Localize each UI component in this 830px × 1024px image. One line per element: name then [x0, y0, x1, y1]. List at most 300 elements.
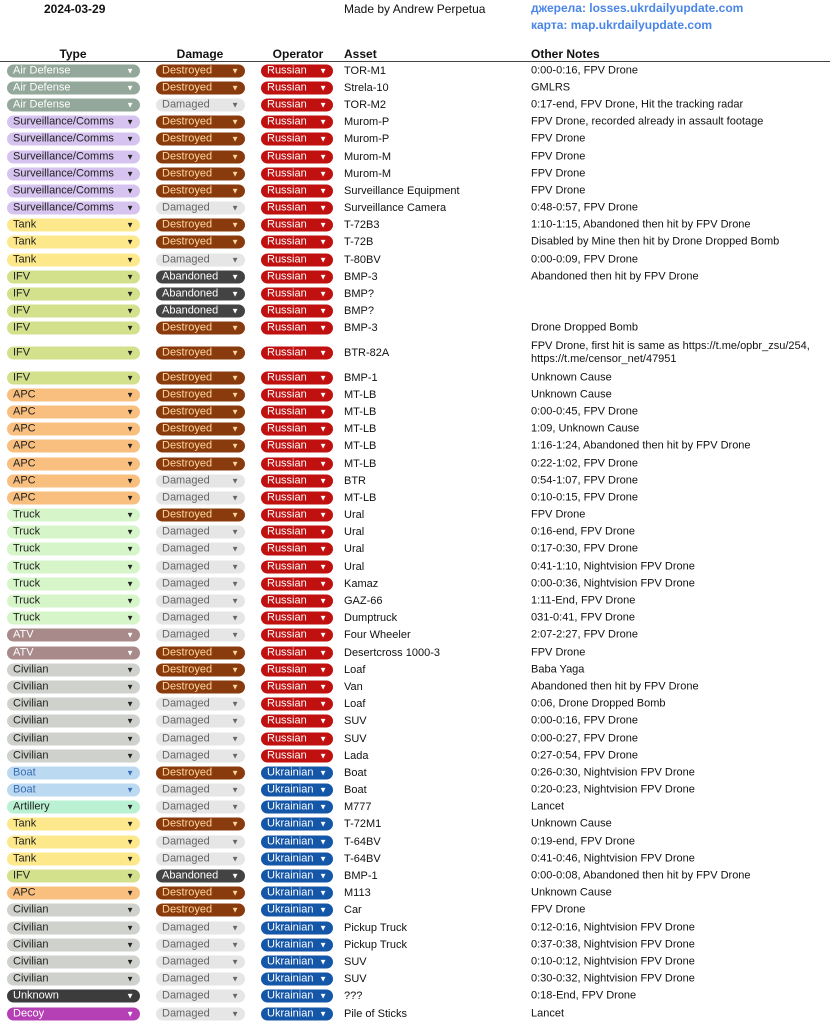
- notes-cell: Drone Dropped Bomb: [531, 321, 639, 334]
- type-select[interactable]: [7, 133, 140, 146]
- damage-select[interactable]: [156, 219, 245, 232]
- operator-select[interactable]: [261, 973, 333, 986]
- dropdown-arrow-icon: ▼: [126, 682, 134, 692]
- operator-select[interactable]: [261, 322, 333, 335]
- asset-cell: Ural: [344, 526, 365, 539]
- type-select[interactable]: [7, 509, 140, 522]
- dropdown-arrow-icon: ▼: [319, 152, 327, 162]
- operator-select[interactable]: [261, 133, 333, 146]
- type-select[interactable]: [7, 81, 140, 94]
- damage-select[interactable]: [156, 64, 245, 77]
- type-select[interactable]: [7, 784, 140, 797]
- dropdown-arrow-icon: ▼: [319, 390, 327, 400]
- operator-select[interactable]: [261, 955, 333, 968]
- type-select[interactable]: [7, 405, 140, 418]
- operator-select[interactable]: [261, 663, 333, 676]
- dropdown-arrow-icon: ▼: [319, 819, 327, 829]
- dropdown-arrow-icon: ▼: [126, 716, 134, 726]
- damage-select[interactable]: [156, 184, 245, 197]
- damage-select[interactable]: [156, 509, 245, 522]
- table-row: [0, 558, 830, 575]
- operator-select[interactable]: [261, 405, 333, 418]
- damage-select[interactable]: [156, 423, 245, 436]
- type-select[interactable]: [7, 870, 140, 883]
- type-select[interactable]: [7, 322, 140, 335]
- damage-select[interactable]: [156, 474, 245, 487]
- type-select[interactable]: [7, 167, 140, 180]
- type-select[interactable]: [7, 457, 140, 470]
- dropdown-arrow-icon: ▼: [231, 66, 239, 76]
- dropdown-arrow-icon: ▼: [126, 871, 134, 881]
- dropdown-arrow-icon: ▼: [126, 390, 134, 400]
- damage-select[interactable]: [156, 818, 245, 831]
- type-select[interactable]: [7, 595, 140, 608]
- table-row: [0, 747, 830, 764]
- type-select[interactable]: [7, 698, 140, 711]
- damage-select[interactable]: [156, 612, 245, 625]
- damage-select[interactable]: [156, 236, 245, 249]
- type-select-value: IFV: [13, 287, 31, 300]
- operator-select[interactable]: [261, 904, 333, 917]
- table-row: [0, 472, 830, 489]
- asset-cell: BMP-1: [344, 371, 378, 384]
- asset-cell: M777: [344, 801, 372, 814]
- table-row: [0, 148, 830, 165]
- asset-cell: Kamaz: [344, 577, 379, 590]
- type-select[interactable]: [7, 818, 140, 831]
- operator-select-value: Ukrainian: [267, 972, 314, 985]
- type-select[interactable]: [7, 766, 140, 779]
- dropdown-arrow-icon: ▼: [319, 785, 327, 795]
- type-select[interactable]: [7, 801, 140, 814]
- type-select[interactable]: [7, 474, 140, 487]
- operator-select[interactable]: [261, 202, 333, 215]
- damage-select-value: Destroyed: [162, 766, 213, 779]
- type-select[interactable]: [7, 646, 140, 659]
- operator-select[interactable]: [261, 81, 333, 94]
- asset-cell: Murom-P: [344, 133, 390, 146]
- type-select[interactable]: [7, 715, 140, 728]
- operator-select[interactable]: [261, 184, 333, 197]
- dropdown-arrow-icon: ▼: [319, 751, 327, 761]
- operator-select[interactable]: [261, 1007, 333, 1020]
- notes-cell: 0:20-0:23, Nightvision FPV Drone: [531, 783, 695, 796]
- type-select[interactable]: [7, 219, 140, 232]
- damage-select-value: Damaged: [162, 714, 210, 727]
- operator-select-value: Russian: [267, 594, 307, 607]
- type-select[interactable]: [7, 288, 140, 301]
- asset-cell: MT-LB: [344, 440, 377, 453]
- asset-cell: Pile of Sticks: [344, 1007, 407, 1020]
- damage-select[interactable]: [156, 766, 245, 779]
- type-select[interactable]: [7, 253, 140, 266]
- dropdown-arrow-icon: ▼: [319, 888, 327, 898]
- type-select[interactable]: [7, 98, 140, 111]
- type-select[interactable]: [7, 305, 140, 318]
- asset-cell: Four Wheeler: [344, 629, 411, 642]
- dropdown-arrow-icon: ▼: [126, 923, 134, 933]
- dropdown-arrow-icon: ▼: [126, 837, 134, 847]
- dropdown-arrow-icon: ▼: [319, 306, 327, 316]
- type-select[interactable]: [7, 116, 140, 129]
- dropdown-arrow-icon: ▼: [231, 237, 239, 247]
- table-row: [0, 730, 830, 747]
- operator-select[interactable]: [261, 629, 333, 642]
- dropdown-arrow-icon: ▼: [126, 1009, 134, 1019]
- table-row: [0, 337, 830, 369]
- operator-select[interactable]: [261, 801, 333, 814]
- dropdown-arrow-icon: ▼: [319, 186, 327, 196]
- table-row: [0, 799, 830, 816]
- operator-select[interactable]: [261, 887, 333, 900]
- dropdown-arrow-icon: ▼: [231, 390, 239, 400]
- asset-cell: M113: [344, 887, 371, 900]
- dropdown-arrow-icon: ▼: [231, 255, 239, 265]
- damage-select[interactable]: [156, 921, 245, 934]
- type-select[interactable]: [7, 990, 140, 1003]
- asset-cell: SUV: [344, 732, 367, 745]
- damage-select[interactable]: [156, 870, 245, 883]
- type-select-value: Tank: [13, 235, 37, 248]
- damage-select-value: Abandoned: [162, 287, 219, 300]
- type-select[interactable]: [7, 663, 140, 676]
- dropdown-arrow-icon: ▼: [319, 424, 327, 434]
- damage-select[interactable]: [156, 347, 245, 360]
- operator-select[interactable]: [261, 150, 333, 163]
- type-select[interactable]: [7, 347, 140, 360]
- operator-select[interactable]: [261, 219, 333, 232]
- type-select[interactable]: [7, 904, 140, 917]
- operator-select[interactable]: [261, 440, 333, 453]
- damage-select-value: Destroyed: [162, 422, 213, 435]
- dropdown-arrow-icon: ▼: [231, 837, 239, 847]
- operator-select-value: Russian: [267, 81, 307, 94]
- dropdown-arrow-icon: ▼: [231, 83, 239, 93]
- type-select[interactable]: [7, 440, 140, 453]
- operator-select[interactable]: [261, 749, 333, 762]
- dropdown-arrow-icon: ▼: [319, 991, 327, 1001]
- damage-select-value: Destroyed: [162, 663, 213, 676]
- dropdown-arrow-icon: ▼: [231, 510, 239, 520]
- type-select[interactable]: [7, 423, 140, 436]
- notes-cell: FPV Drone: [531, 508, 586, 521]
- notes-cell: FPV Drone: [531, 903, 586, 916]
- operator-select[interactable]: [261, 715, 333, 728]
- dropdown-arrow-icon: ▼: [231, 476, 239, 486]
- damage-select[interactable]: [156, 801, 245, 814]
- damage-select-value: Damaged: [162, 628, 210, 641]
- operator-select-value: Russian: [267, 508, 307, 521]
- operator-select[interactable]: [261, 526, 333, 539]
- table-row: [0, 953, 830, 970]
- damage-select[interactable]: [156, 322, 245, 335]
- damage-select[interactable]: [156, 371, 245, 384]
- operator-select[interactable]: [261, 766, 333, 779]
- asset-cell: BMP-1: [344, 870, 378, 883]
- column-header-type: Type: [59, 47, 87, 61]
- damage-select[interactable]: [156, 202, 245, 215]
- damage-select[interactable]: [156, 629, 245, 642]
- type-select[interactable]: [7, 150, 140, 163]
- type-select[interactable]: [7, 577, 140, 590]
- type-select[interactable]: [7, 749, 140, 762]
- operator-select[interactable]: [261, 388, 333, 401]
- operator-select[interactable]: [261, 835, 333, 848]
- operator-select[interactable]: [261, 423, 333, 436]
- damage-select[interactable]: [156, 784, 245, 797]
- damage-select[interactable]: [156, 305, 245, 318]
- operator-select-value: Russian: [267, 611, 307, 624]
- operator-select-value: Russian: [267, 235, 307, 248]
- damage-select[interactable]: [156, 1007, 245, 1020]
- type-select[interactable]: [7, 973, 140, 986]
- dropdown-arrow-icon: ▼: [126, 991, 134, 1001]
- operator-select-value: Russian: [267, 491, 307, 504]
- table-row: [0, 644, 830, 661]
- type-select[interactable]: [7, 938, 140, 951]
- operator-select[interactable]: [261, 270, 333, 283]
- type-select[interactable]: [7, 491, 140, 504]
- dropdown-arrow-icon: ▼: [126, 510, 134, 520]
- damage-select[interactable]: [156, 288, 245, 301]
- damage-select-value: Damaged: [162, 594, 210, 607]
- operator-select[interactable]: [261, 474, 333, 487]
- type-select[interactable]: [7, 680, 140, 693]
- damage-select-value: Abandoned: [162, 304, 219, 317]
- damage-select[interactable]: [156, 698, 245, 711]
- asset-cell: Desertcross 1000-3: [344, 646, 440, 659]
- dropdown-arrow-icon: ▼: [126, 203, 134, 213]
- dropdown-arrow-icon: ▼: [319, 974, 327, 984]
- operator-select[interactable]: [261, 543, 333, 556]
- damage-select[interactable]: [156, 749, 245, 762]
- dropdown-arrow-icon: ▼: [319, 923, 327, 933]
- dropdown-arrow-icon: ▼: [319, 169, 327, 179]
- dropdown-arrow-icon: ▼: [319, 203, 327, 213]
- type-select[interactable]: [7, 388, 140, 401]
- type-select-value: APC: [13, 422, 36, 435]
- damage-select[interactable]: [156, 167, 245, 180]
- type-select-value: Truck: [13, 611, 41, 624]
- operator-select[interactable]: [261, 990, 333, 1003]
- damage-select[interactable]: [156, 715, 245, 728]
- asset-cell: BMP-3: [344, 270, 378, 283]
- dropdown-arrow-icon: ▼: [319, 940, 327, 950]
- dropdown-arrow-icon: ▼: [126, 734, 134, 744]
- type-select-value: Artillery: [13, 800, 50, 813]
- dropdown-arrow-icon: ▼: [319, 527, 327, 537]
- type-select[interactable]: [7, 852, 140, 865]
- damage-select-value: Damaged: [162, 732, 210, 745]
- type-select[interactable]: [7, 955, 140, 968]
- type-select[interactable]: [7, 835, 140, 848]
- damage-select[interactable]: [156, 98, 245, 111]
- damage-select[interactable]: [156, 405, 245, 418]
- operator-select-value: Russian: [267, 457, 307, 470]
- damage-select-value: Destroyed: [162, 218, 213, 231]
- dropdown-arrow-icon: ▼: [231, 768, 239, 778]
- dropdown-arrow-icon: ▼: [231, 203, 239, 213]
- damage-select-value: Destroyed: [162, 817, 213, 830]
- asset-cell: SUV: [344, 973, 367, 986]
- notes-cell: FPV Drone: [531, 150, 586, 163]
- type-select[interactable]: [7, 1007, 140, 1020]
- operator-select[interactable]: [261, 818, 333, 831]
- operator-select-value: Russian: [267, 98, 307, 111]
- operator-select[interactable]: [261, 852, 333, 865]
- type-select[interactable]: [7, 629, 140, 642]
- operator-select[interactable]: [261, 938, 333, 951]
- type-select[interactable]: [7, 184, 140, 197]
- damage-select[interactable]: [156, 150, 245, 163]
- operator-select[interactable]: [261, 236, 333, 249]
- dropdown-arrow-icon: ▼: [319, 562, 327, 572]
- dropdown-arrow-icon: ▼: [126, 152, 134, 162]
- damage-select[interactable]: [156, 990, 245, 1003]
- damage-select[interactable]: [156, 887, 245, 900]
- asset-cell: Loaf: [344, 663, 366, 676]
- type-select-value: Surveillance/Comms: [13, 150, 114, 163]
- damage-select[interactable]: [156, 388, 245, 401]
- dropdown-arrow-icon: ▼: [231, 373, 239, 383]
- operator-select[interactable]: [261, 64, 333, 77]
- damage-select-value: Damaged: [162, 697, 210, 710]
- type-select[interactable]: [7, 887, 140, 900]
- type-select[interactable]: [7, 371, 140, 384]
- operator-select[interactable]: [261, 595, 333, 608]
- loss-table: [0, 62, 830, 1022]
- damage-select[interactable]: [156, 904, 245, 917]
- damage-select[interactable]: [156, 595, 245, 608]
- table-row: [0, 627, 830, 644]
- dropdown-arrow-icon: ▼: [319, 323, 327, 333]
- damage-select[interactable]: [156, 81, 245, 94]
- damage-select[interactable]: [156, 270, 245, 283]
- damage-select[interactable]: [156, 133, 245, 146]
- dropdown-arrow-icon: ▼: [126, 186, 134, 196]
- operator-select[interactable]: [261, 698, 333, 711]
- damage-select[interactable]: [156, 543, 245, 556]
- operator-select[interactable]: [261, 491, 333, 504]
- type-select[interactable]: [7, 526, 140, 539]
- type-select[interactable]: [7, 612, 140, 625]
- operator-select[interactable]: [261, 870, 333, 883]
- operator-select[interactable]: [261, 646, 333, 659]
- operator-select[interactable]: [261, 167, 333, 180]
- type-select[interactable]: [7, 732, 140, 745]
- type-select-value: Civilian: [13, 680, 49, 693]
- notes-cell: 0:19-end, FPV Drone: [531, 835, 635, 848]
- type-select[interactable]: [7, 543, 140, 556]
- damage-select[interactable]: [156, 253, 245, 266]
- map-link[interactable]: карта: map.ukrdailyupdate.com: [531, 18, 713, 32]
- operator-select-value: Russian: [267, 371, 307, 384]
- dropdown-arrow-icon: ▼: [319, 648, 327, 658]
- dropdown-arrow-icon: ▼: [126, 441, 134, 451]
- dropdown-arrow-icon: ▼: [126, 785, 134, 795]
- operator-select[interactable]: [261, 612, 333, 625]
- dropdown-arrow-icon: ▼: [319, 699, 327, 709]
- notes-cell: 0:00-0:09, FPV Drone: [531, 253, 639, 266]
- table-row: [0, 489, 830, 506]
- damage-select-value: Destroyed: [162, 388, 213, 401]
- damage-select[interactable]: [156, 835, 245, 848]
- dropdown-arrow-icon: ▼: [231, 1009, 239, 1019]
- asset-cell: SUV: [344, 955, 367, 968]
- notes-cell: 0:00-0:08, Abandoned then hit by FPV Drone: [531, 869, 751, 882]
- operator-select[interactable]: [261, 116, 333, 129]
- notes-cell: 0:06, Drone Dropped Bomb: [531, 697, 666, 710]
- damage-select[interactable]: [156, 646, 245, 659]
- damage-select[interactable]: [156, 560, 245, 573]
- dropdown-arrow-icon: ▼: [319, 83, 327, 93]
- operator-select[interactable]: [261, 253, 333, 266]
- damage-select[interactable]: [156, 680, 245, 693]
- type-select[interactable]: [7, 560, 140, 573]
- notes-cell: 031-0:41, FPV Drone: [531, 611, 635, 624]
- damage-select[interactable]: [156, 732, 245, 745]
- operator-select[interactable]: [261, 784, 333, 797]
- damage-select[interactable]: [156, 955, 245, 968]
- operator-select[interactable]: [261, 509, 333, 522]
- table-row: [0, 936, 830, 953]
- dropdown-arrow-icon: ▼: [231, 991, 239, 1001]
- damage-select[interactable]: [156, 663, 245, 676]
- operator-select[interactable]: [261, 305, 333, 318]
- sources-link[interactable]: джерела: losses.ukrdailyupdate.com: [531, 1, 744, 15]
- operator-select[interactable]: [261, 680, 333, 693]
- type-select[interactable]: [7, 270, 140, 283]
- notes-cell: FPV Drone: [531, 132, 586, 145]
- damage-select[interactable]: [156, 457, 245, 470]
- damage-select-value: Destroyed: [162, 167, 213, 180]
- type-select[interactable]: [7, 64, 140, 77]
- operator-select[interactable]: [261, 347, 333, 360]
- damage-select[interactable]: [156, 440, 245, 453]
- type-select-value: APC: [13, 388, 36, 401]
- operator-select[interactable]: [261, 560, 333, 573]
- operator-select[interactable]: [261, 732, 333, 745]
- operator-select[interactable]: [261, 98, 333, 111]
- type-select-value: Boat: [13, 783, 36, 796]
- damage-select[interactable]: [156, 973, 245, 986]
- type-select[interactable]: [7, 202, 140, 215]
- damage-select[interactable]: [156, 852, 245, 865]
- type-select[interactable]: [7, 921, 140, 934]
- damage-select[interactable]: [156, 938, 245, 951]
- table-row: [0, 234, 830, 251]
- operator-select[interactable]: [261, 921, 333, 934]
- operator-select-value: Russian: [267, 577, 307, 590]
- damage-select[interactable]: [156, 116, 245, 129]
- damage-select-value: Damaged: [162, 835, 210, 848]
- operator-select[interactable]: [261, 457, 333, 470]
- dropdown-arrow-icon: ▼: [319, 802, 327, 812]
- notes-cell: 0:22-1:02, FPV Drone: [531, 457, 639, 470]
- type-select-value: IFV: [13, 270, 31, 283]
- table-row: [0, 217, 830, 234]
- operator-select[interactable]: [261, 288, 333, 301]
- type-select-value: ATV: [13, 646, 34, 659]
- dropdown-arrow-icon: ▼: [319, 66, 327, 76]
- damage-select[interactable]: [156, 526, 245, 539]
- damage-select[interactable]: [156, 577, 245, 590]
- operator-select[interactable]: [261, 371, 333, 384]
- operator-select-value: Russian: [267, 732, 307, 745]
- type-select[interactable]: [7, 236, 140, 249]
- operator-select[interactable]: [261, 577, 333, 590]
- damage-select[interactable]: [156, 491, 245, 504]
